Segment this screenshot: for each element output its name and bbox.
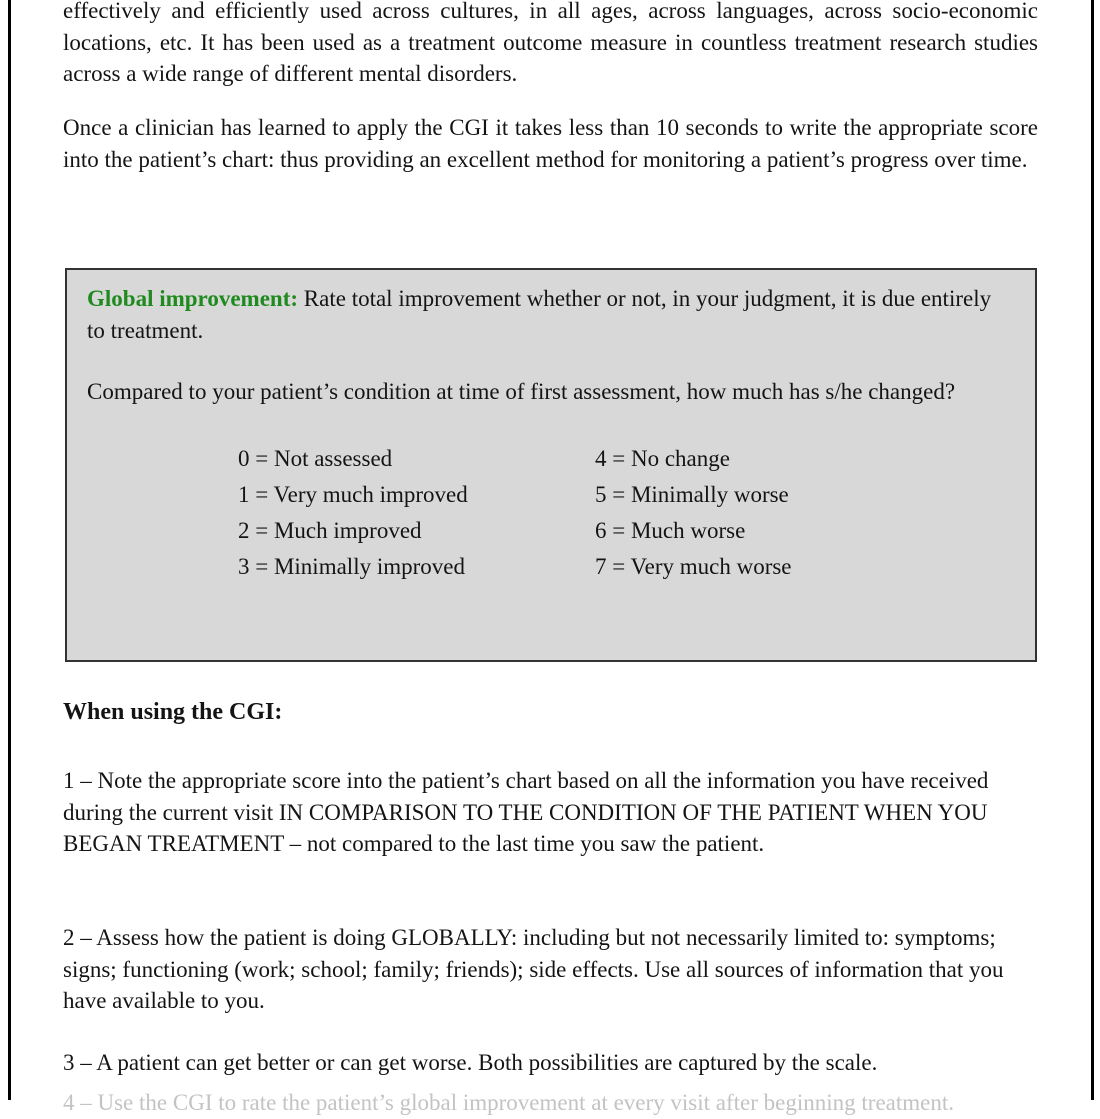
clipped-next-line-text: 4 – Use the CGI to rate the patient’s global improvement at every visit after beginning treatment. — [63, 1090, 954, 1115]
comparison-question: Compared to your patient’s condition at time of first assessment, how much has s/he changed? — [87, 379, 956, 404]
scale-item-5: 5 = Minimally worse — [595, 481, 789, 507]
scale-item-7: 7 = Very much worse — [595, 553, 792, 579]
intro-paragraph: effectively and efficiently used across cultures, in all ages, across languages, across socio-economic locations, etc. It has been used as a treatment outcome measure in countless treatment research studies across a wide range of different mental disorders. — [63, 0, 1038, 86]
global-improvement-label: Global improvement: — [87, 286, 299, 311]
improvement-scale — [238, 441, 1009, 585]
scale-item-6: 6 = Much worse — [595, 517, 746, 543]
usage-point-3: 3 – A patient can get better or can get worse. Both possibilities are captured by the scale. — [63, 1050, 878, 1075]
global-improvement-lead — [87, 283, 1009, 346]
scale-column-right — [595, 441, 792, 585]
timing-paragraph: Once a clinician has learned to apply the CGI it takes less than 10 seconds to write the appropriate score into the patient’s chart: thus providing an excellent method for monitoring a patient’s progress over time. — [63, 115, 1038, 172]
scale-column-left — [238, 441, 595, 585]
page-left-border — [8, 0, 11, 1100]
usage-heading: When using the CGI: — [63, 699, 283, 725]
scale-item-2: 2 = Much improved — [238, 517, 422, 543]
usage-point-2: 2 – Assess how the patient is doing GLOBALLY: including but not necessarily limited to: symptoms; signs; functioning (work; school; family; friends); side effects. Use all sources of information that you have available to you. — [63, 925, 1004, 1013]
global-improvement-description: Rate total improvement whether or not, in your judgment, it is due entirely to treatment. — [87, 286, 992, 343]
usage-point-1: 1 – Note the appropriate score into the patient’s chart based on all the information you have received during the current visit IN COMPARISON TO THE CONDITION OF THE PATIENT WHEN YOU BEGAN TREATMENT – not compared to the last time you saw the patient. — [63, 768, 989, 856]
scale-item-4: 4 = No change — [595, 445, 730, 471]
clipped-next-line — [63, 1087, 1073, 1115]
page-right-border — [1091, 0, 1094, 1100]
scale-item-3: 3 = Minimally improved — [238, 553, 465, 579]
scale-item-0: 0 = Not assessed — [238, 445, 393, 471]
global-improvement-box — [65, 268, 1037, 662]
scale-item-1: 1 = Very much improved — [238, 481, 468, 507]
